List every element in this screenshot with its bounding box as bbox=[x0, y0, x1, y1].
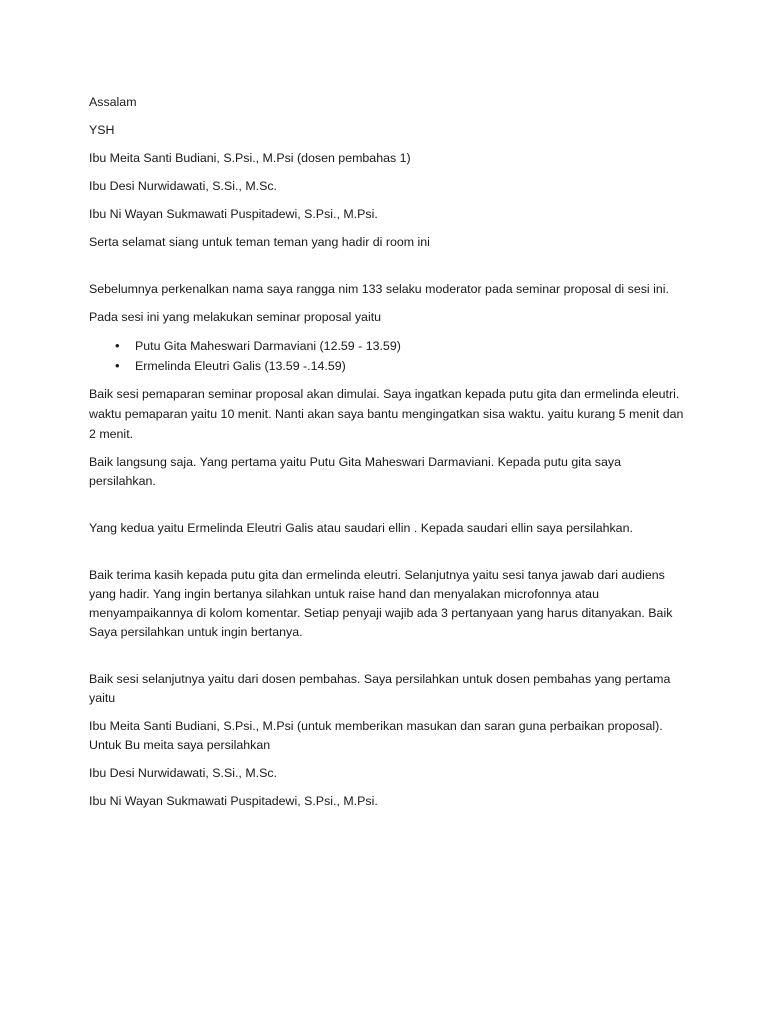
list-item: • Ermelinda Eleutri Galis (13.59 -.14.59) bbox=[135, 356, 689, 376]
spacer bbox=[89, 261, 689, 280]
spacer bbox=[89, 500, 689, 519]
document-body bbox=[89, 93, 689, 820]
discussant-2: Ibu Desi Nurwidawati, S.Si., M.Sc. bbox=[89, 766, 277, 780]
spacer bbox=[89, 547, 689, 566]
greeting: Assalam bbox=[89, 95, 137, 109]
salutation: YSH bbox=[89, 123, 115, 137]
first-presenter: Baik langsung saja. Yang pertama yaitu Putu Gita Maheswari Darmaviani. Kepada putu gita saya persilahkan. bbox=[89, 455, 621, 488]
spacer bbox=[89, 651, 689, 670]
presenter-list bbox=[89, 336, 689, 376]
qa-session: Baik terima kasih kepada putu gita dan ermelinda eleutri. Selanjutnya yaitu sesi tanya jawab dari audiens yang hadir. Yang ingin bertanya silahkan untuk raise hand dan menyalakan microfonnya atau menyampaikannya di kolom komentar. Setiap penyaji wajib ada 3 pertanyaan yang harus ditanyakan. Baik Saya persilahkan untuk ingin bertanya. bbox=[89, 568, 673, 639]
presentation-rules: Baik sesi pemaparan seminar proposal akan dimulai. Saya ingatkan kepada putu gita dan ermelinda eleutri. waktu pemaparan yaitu 10 menit. Nanti akan saya bantu mengingatkan sisa waktu. yaitu kurang 5 menit dan 2 menit. bbox=[89, 387, 684, 441]
second-presenter: Yang kedua yaitu Ermelinda Eleutri Galis atau saudari ellin . Kepada saudari ellin saya persilahkan. bbox=[89, 521, 633, 535]
addressee-2: Ibu Desi Nurwidawati, S.Si., M.Sc. bbox=[89, 179, 277, 193]
session-intro: Pada sesi ini yang melakukan seminar proposal yaitu bbox=[89, 310, 382, 324]
discussant-1: Ibu Meita Santi Budiani, S.Psi., M.Psi (untuk memberikan masukan dan saran guna perbaikan proposal). Untuk Bu meita saya persilahkan bbox=[89, 719, 663, 752]
greeting-audience: Serta selamat siang untuk teman teman yang hadir di room ini bbox=[89, 235, 430, 249]
addressee-1: Ibu Meita Santi Budiani, S.Psi., M.Psi (dosen pembahas 1) bbox=[89, 151, 411, 165]
discussant-session: Baik sesi selanjutnya yaitu dari dosen pembahas. Saya persilahkan untuk dosen pembahas yang pertama yaitu bbox=[89, 672, 671, 705]
discussant-3: Ibu Ni Wayan Sukmawati Puspitadewi, S.Psi., M.Psi. bbox=[89, 794, 378, 808]
list-item: • Putu Gita Maheswari Darmaviani (12.59 - 13.59) bbox=[135, 336, 689, 356]
addressee-3: Ibu Ni Wayan Sukmawati Puspitadewi, S.Psi., M.Psi. bbox=[89, 207, 378, 221]
introduction: Sebelumnya perkenalkan nama saya rangga nim 133 selaku moderator pada seminar proposal di sesi ini. bbox=[89, 282, 669, 296]
